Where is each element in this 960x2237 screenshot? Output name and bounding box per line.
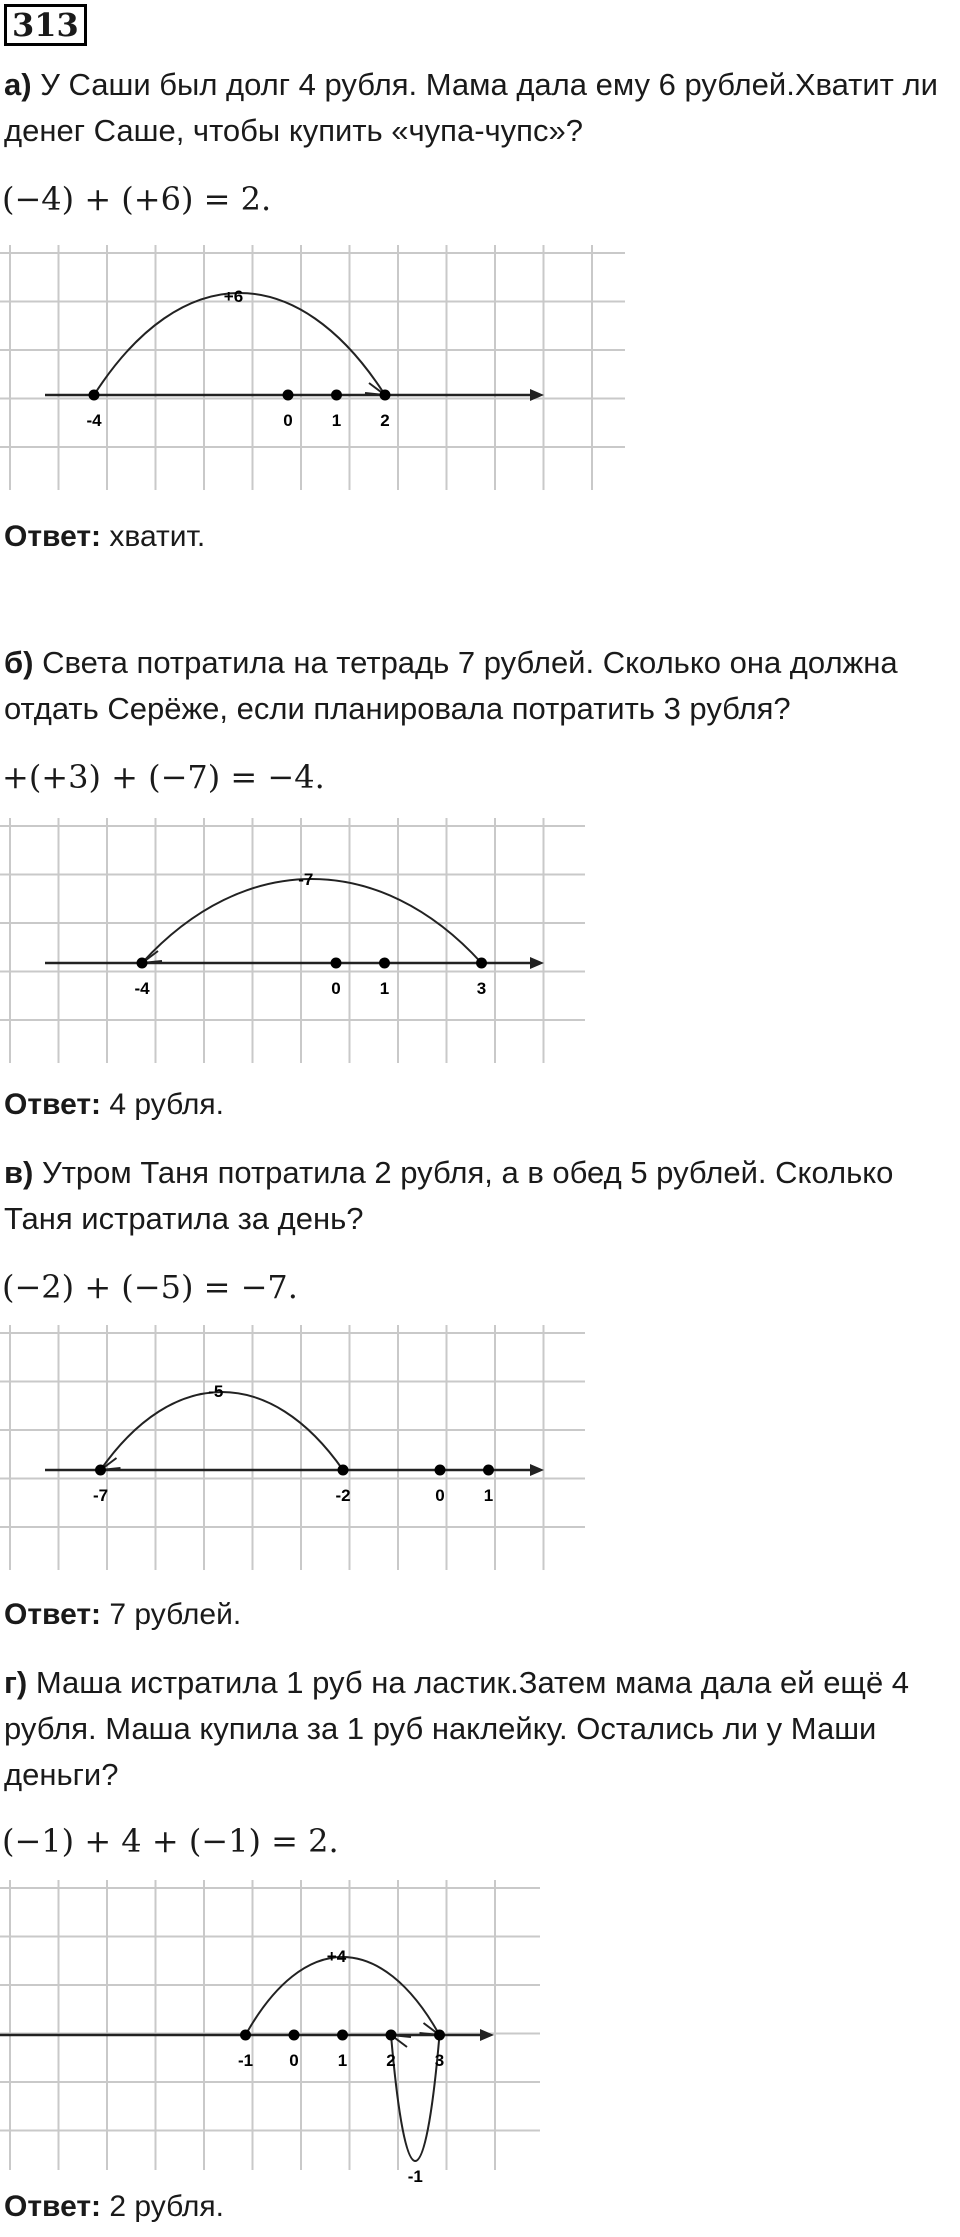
part-d-question — [4, 1660, 954, 1798]
tick-label: 1 — [483, 1486, 494, 1505]
tick-label: 0 — [289, 2051, 299, 2070]
part-a-number-line — [0, 245, 640, 495]
number-point — [137, 958, 148, 969]
part-c-answer — [4, 1598, 241, 1632]
part-c-answer-label: Ответ: — [4, 1598, 102, 1631]
tick-label: -1 — [237, 2051, 254, 2070]
part-a-answer — [4, 520, 205, 554]
part-a-question — [4, 62, 954, 154]
number-point — [95, 1465, 106, 1476]
number-point — [476, 958, 487, 969]
jump-label: -1 — [407, 2167, 423, 2186]
grid — [0, 245, 625, 490]
part-a-answer-label: Ответ: — [4, 520, 102, 553]
grid — [0, 1880, 540, 2170]
part-b-answer-value: 4 рубля. — [109, 1088, 225, 1121]
part-b-answer-label: Ответ: — [4, 1088, 102, 1121]
jump-arc — [246, 1957, 440, 2035]
tick-label: 0 — [435, 1486, 445, 1505]
tick-label: -7 — [92, 1486, 109, 1505]
number-point — [89, 390, 100, 401]
jump-label: +4 — [326, 1947, 347, 1966]
jump-label: -7 — [298, 870, 314, 889]
number-point — [337, 2030, 348, 2041]
number-point — [331, 390, 342, 401]
part-c-number-line — [0, 1325, 640, 1575]
part-c-answer-value: 7 рублей. — [109, 1598, 242, 1631]
tick-label: -4 — [134, 979, 150, 998]
part-b-number-line — [0, 818, 640, 1068]
part-c-letter: в) — [4, 1155, 34, 1190]
number-point — [331, 958, 342, 969]
tick-label: 0 — [283, 411, 293, 430]
part-b-answer — [4, 1088, 224, 1122]
part-a-question-text: У Саши был долг 4 рубля. Мама дала ему 6 рублей.Хватит ли денег Саше, чтобы купить «чупа-чупс»? — [4, 67, 938, 148]
tick-label: 1 — [331, 411, 342, 430]
number-point — [386, 2030, 397, 2041]
number-point — [283, 390, 294, 401]
axis-arrow — [530, 1464, 544, 1476]
number-point — [434, 2030, 445, 2041]
part-d-number-line — [0, 1880, 640, 2186]
part-a-letter: а) — [4, 67, 32, 102]
grid — [0, 818, 585, 1063]
tick-label: -4 — [86, 411, 102, 430]
number-point — [435, 1465, 446, 1476]
axis-arrow — [480, 2029, 494, 2041]
number-point — [240, 2030, 251, 2041]
tick-label: 0 — [331, 979, 341, 998]
axis-arrow — [530, 957, 544, 969]
part-d-letter: г) — [4, 1665, 28, 1700]
jump-label: +6 — [223, 287, 244, 306]
part-d-answer — [4, 2190, 224, 2224]
number-point — [379, 958, 390, 969]
number-point — [380, 390, 391, 401]
jump-label: -5 — [208, 1382, 224, 1401]
part-c-question-text: Утром Таня потратила 2 рубля, а в обед 5 рублей. Сколько Таня истратила за день? — [4, 1155, 894, 1236]
tick-label: 1 — [379, 979, 390, 998]
number-point — [289, 2030, 300, 2041]
tick-label: -2 — [335, 1486, 351, 1505]
tick-label: 2 — [380, 411, 390, 430]
part-a-answer-value: хватит. — [109, 520, 206, 553]
jump-arc — [94, 293, 385, 395]
tick-label: 1 — [337, 2051, 348, 2070]
part-a-formula: (−4) + (+6) = 2. — [2, 180, 272, 218]
part-b-question-text: Света потратила на тетрадь 7 рублей. Сколько она должна отдать Серёже, если планировала потратить 3 рубля? — [4, 645, 898, 726]
part-b-letter: б) — [4, 645, 34, 680]
jump-arc — [142, 879, 482, 963]
part-b-formula: +(+3) + (−7) = −4. — [2, 758, 325, 796]
part-c-formula: (−2) + (−5) = −7. — [2, 1268, 298, 1306]
grid — [0, 1325, 585, 1570]
part-d-answer-label: Ответ: — [4, 2190, 102, 2223]
part-b-question — [4, 640, 954, 732]
tick-label: 3 — [476, 979, 487, 998]
tick-label: 3 — [434, 2051, 445, 2070]
tick-label: 2 — [386, 2051, 396, 2070]
number-point — [338, 1465, 349, 1476]
problem-number: 313 — [4, 4, 87, 46]
part-d-formula: (−1) + 4 + (−1) = 2. — [2, 1822, 339, 1860]
number-point — [483, 1465, 494, 1476]
part-c-question — [4, 1150, 954, 1242]
part-d-answer-value: 2 рубля. — [109, 2190, 225, 2223]
part-d-question-text: Маша истратила 1 руб на ластик.Затем мама дала ей ещё 4 рубля. Маша купила за 1 руб наклейку. Остались ли у Маши деньги? — [4, 1665, 910, 1792]
